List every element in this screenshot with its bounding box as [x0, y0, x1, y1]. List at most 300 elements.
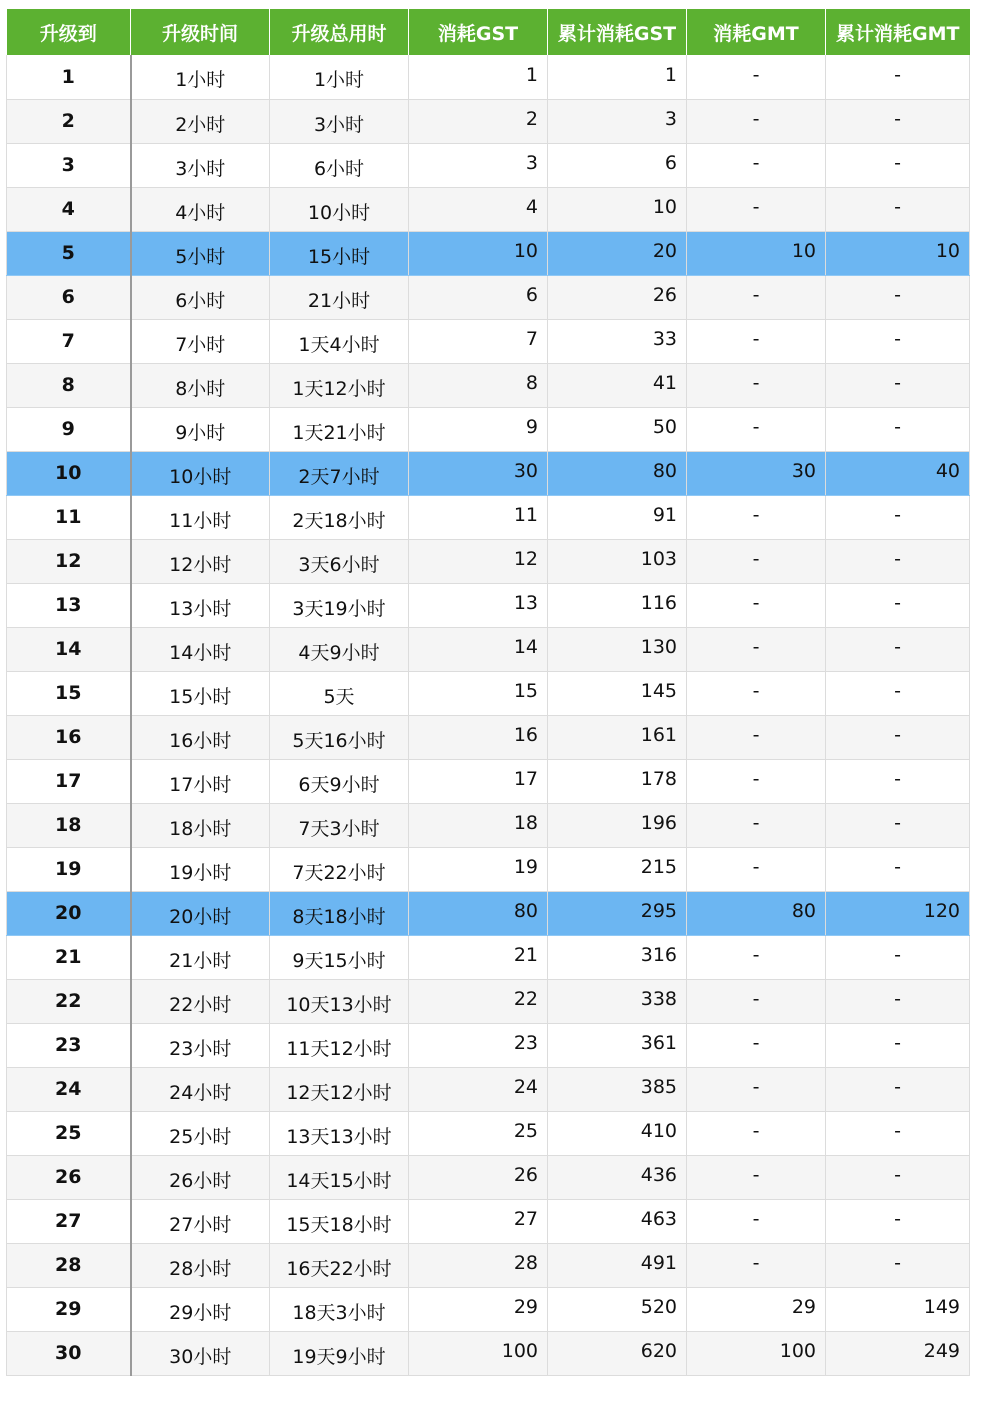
- table-row: [7, 715, 970, 759]
- cell-upgrade-time: [131, 407, 270, 451]
- cell-gmt-cumulative-text: -: [894, 372, 901, 394]
- cell-gmt-cumulative: [826, 407, 970, 451]
- cell-upgrade-time: [131, 1331, 270, 1375]
- cell-gmt-cost-text: -: [752, 768, 760, 790]
- cell-gmt-cost-text: -: [752, 1032, 760, 1054]
- cell-upgrade-time-text: 9小时: [175, 421, 226, 444]
- cell-gst-cumulative-text: 620: [640, 1340, 677, 1362]
- cell-total-time-text: 13天13小时: [286, 1125, 392, 1148]
- cell-level-text: 15: [55, 682, 82, 704]
- cell-gst-cumulative-text: 33: [652, 328, 677, 350]
- cell-gmt-cost: [687, 231, 826, 275]
- cell-upgrade-time-text: 26小时: [169, 1169, 232, 1192]
- cell-gmt-cumulative-text: -: [894, 284, 901, 306]
- cell-gmt-cost-text: -: [752, 328, 760, 350]
- cell-gmt-cumulative-text: -: [894, 548, 901, 570]
- cell-gmt-cost: [687, 187, 826, 231]
- cell-gmt-cost: [687, 1023, 826, 1067]
- cell-total-time-text: 11天12小时: [286, 1037, 392, 1060]
- cell-total-time-text: 1天12小时: [292, 377, 386, 400]
- cell-gst-cost: [409, 979, 548, 1023]
- cell-gst-cost: [409, 99, 548, 143]
- cell-gmt-cumulative-text: -: [894, 592, 901, 614]
- cell-gmt-cost-text: 80: [791, 900, 816, 922]
- table-row: [7, 1111, 970, 1155]
- cell-level: [7, 363, 131, 407]
- cell-gst-cost: [409, 1023, 548, 1067]
- cell-gmt-cumulative-text: -: [894, 944, 901, 966]
- cell-gmt-cost-text: -: [752, 1076, 760, 1098]
- cell-gmt-cost-text: -: [752, 812, 760, 834]
- cell-level: [7, 451, 131, 495]
- upgrade-cost-table: [6, 9, 970, 1376]
- cell-gst-cost: [409, 539, 548, 583]
- cell-upgrade-time-text: 23小时: [169, 1037, 232, 1060]
- cell-gmt-cumulative: [826, 231, 970, 275]
- cell-upgrade-time-text: 10小时: [169, 465, 232, 488]
- cell-level-text: 14: [55, 638, 82, 660]
- cell-gmt-cost: [687, 715, 826, 759]
- cell-total-time: [270, 187, 409, 231]
- cell-total-time: [270, 671, 409, 715]
- table-row: [7, 979, 970, 1023]
- cell-gmt-cost: [687, 847, 826, 891]
- cell-gst-cost-text: 8: [525, 372, 538, 394]
- table-row: [7, 495, 970, 539]
- cell-gst-cost: [409, 1155, 548, 1199]
- cell-gmt-cost: [687, 935, 826, 979]
- cell-total-time: [270, 627, 409, 671]
- cell-level-text: 28: [55, 1254, 82, 1276]
- table-row: [7, 319, 970, 363]
- cell-upgrade-time: [131, 847, 270, 891]
- cell-upgrade-time: [131, 803, 270, 847]
- cell-gmt-cost-text: -: [752, 724, 760, 746]
- cell-gst-cumulative: [548, 715, 687, 759]
- cell-gst-cumulative-text: 91: [652, 504, 677, 526]
- cell-gst-cost-text: 18: [513, 812, 538, 834]
- cell-upgrade-time-text: 13小时: [169, 597, 232, 620]
- table-row: [7, 363, 970, 407]
- cell-gmt-cumulative-text: -: [894, 1120, 901, 1142]
- cell-total-time: [270, 803, 409, 847]
- cell-level: [7, 539, 131, 583]
- cell-gmt-cumulative-text: 40: [935, 460, 960, 482]
- cell-gst-cost: [409, 715, 548, 759]
- cell-gmt-cumulative: [826, 99, 970, 143]
- cell-gst-cost: [409, 671, 548, 715]
- table-row: [7, 1023, 970, 1067]
- cell-level: [7, 1243, 131, 1287]
- cell-total-time: [270, 55, 409, 99]
- cell-gst-cost-text: 6: [525, 284, 538, 306]
- cell-level-text: 16: [55, 726, 82, 748]
- cell-gmt-cost-text: -: [752, 1252, 760, 1274]
- table-row: [7, 935, 970, 979]
- cell-gst-cumulative: [548, 1287, 687, 1331]
- cell-total-time-text: 10天13小时: [286, 993, 392, 1016]
- cell-gmt-cost: [687, 319, 826, 363]
- cell-gst-cost-text: 27: [513, 1208, 538, 1230]
- cell-upgrade-time: [131, 715, 270, 759]
- table-row: [7, 891, 970, 935]
- cell-gmt-cumulative-text: -: [894, 416, 901, 438]
- cell-upgrade-time-text: 25小时: [169, 1125, 232, 1148]
- table-row: [7, 759, 970, 803]
- cell-gmt-cost: [687, 759, 826, 803]
- cell-gmt-cumulative-text: -: [894, 856, 901, 878]
- cell-gst-cost: [409, 275, 548, 319]
- header-upgrade-time[interactable]: 升级时间: [131, 9, 270, 55]
- cell-level-text: 21: [55, 946, 82, 968]
- table-row: [7, 1331, 970, 1375]
- cell-gmt-cost: [687, 451, 826, 495]
- cell-gst-cumulative-text: 20: [652, 240, 677, 262]
- cell-gst-cumulative: [548, 1067, 687, 1111]
- cell-gmt-cumulative-text: -: [894, 196, 901, 218]
- cell-gst-cost: [409, 187, 548, 231]
- cell-level: [7, 495, 131, 539]
- cell-level-text: 27: [55, 1210, 82, 1232]
- cell-gst-cost: [409, 1067, 548, 1111]
- cell-level-text: 24: [55, 1078, 82, 1100]
- cell-total-time-text: 1天4小时: [298, 333, 380, 356]
- cell-gmt-cost: [687, 363, 826, 407]
- cell-gst-cost: [409, 935, 548, 979]
- cell-gmt-cost: [687, 627, 826, 671]
- cell-gst-cost: [409, 627, 548, 671]
- cell-gst-cost-text: 100: [501, 1340, 538, 1362]
- table-row: [7, 1199, 970, 1243]
- cell-gmt-cumulative: [826, 1331, 970, 1375]
- cell-upgrade-time-text: 4小时: [175, 201, 226, 224]
- header-level[interactable]: 升级到: [7, 9, 131, 55]
- cell-gst-cost-text: 13: [513, 592, 538, 614]
- cell-level-text: 13: [55, 594, 82, 616]
- cell-total-time: [270, 759, 409, 803]
- cell-gmt-cumulative: [826, 583, 970, 627]
- cell-upgrade-time: [131, 979, 270, 1023]
- cell-gmt-cumulative-text: -: [894, 812, 901, 834]
- cell-upgrade-time-text: 2小时: [175, 113, 226, 136]
- table-row: [7, 1287, 970, 1331]
- cell-gmt-cumulative-text: -: [894, 680, 901, 702]
- cell-total-time-text: 12天12小时: [286, 1081, 392, 1104]
- cell-gmt-cumulative-text: 10: [935, 240, 960, 262]
- cell-gst-cost-text: 26: [513, 1164, 538, 1186]
- cell-total-time: [270, 1155, 409, 1199]
- cell-level: [7, 1287, 131, 1331]
- cell-gmt-cumulative: [826, 627, 970, 671]
- cell-upgrade-time-text: 6小时: [175, 289, 226, 312]
- cell-upgrade-time: [131, 1243, 270, 1287]
- cell-gmt-cumulative-text: -: [894, 1252, 901, 1274]
- cell-gst-cumulative-text: 295: [640, 900, 677, 922]
- cell-gmt-cumulative: [826, 1067, 970, 1111]
- cell-gst-cost: [409, 451, 548, 495]
- cell-gst-cost: [409, 759, 548, 803]
- table-row: [7, 187, 970, 231]
- cell-level: [7, 671, 131, 715]
- cell-gst-cost: [409, 1287, 548, 1331]
- cell-gst-cost-text: 80: [513, 900, 538, 922]
- cell-gmt-cumulative: [826, 671, 970, 715]
- cell-total-time-text: 18天3小时: [292, 1301, 386, 1324]
- table-row: [7, 451, 970, 495]
- cell-upgrade-time-text: 20小时: [169, 905, 232, 928]
- cell-total-time: [270, 1111, 409, 1155]
- cell-level-text: 1: [61, 65, 75, 88]
- table-header: [7, 9, 970, 55]
- cell-gmt-cumulative-text: -: [894, 988, 901, 1010]
- cell-total-time-text: 21小时: [307, 289, 371, 312]
- cell-gmt-cumulative: [826, 715, 970, 759]
- cell-upgrade-time: [131, 1111, 270, 1155]
- cell-level-text: 17: [55, 770, 82, 792]
- cell-gst-cost-text: 23: [513, 1032, 538, 1054]
- cell-gst-cumulative-text: 50: [652, 416, 677, 438]
- cell-upgrade-time-text: 7小时: [175, 333, 226, 356]
- cell-level-text: 9: [61, 418, 75, 440]
- cell-gst-cost: [409, 319, 548, 363]
- cell-gst-cumulative: [548, 891, 687, 935]
- cell-gst-cumulative-text: 6: [664, 152, 677, 174]
- cell-total-time: [270, 979, 409, 1023]
- cell-gst-cumulative: [548, 407, 687, 451]
- cell-gst-cumulative: [548, 495, 687, 539]
- cell-gmt-cost: [687, 1067, 826, 1111]
- cell-upgrade-time: [131, 1023, 270, 1067]
- cell-gst-cumulative: [548, 55, 687, 99]
- cell-gmt-cumulative-text: -: [894, 63, 901, 86]
- cell-total-time-text: 10小时: [307, 201, 371, 224]
- cell-gst-cost-text: 2: [525, 108, 538, 130]
- cell-total-time: [270, 451, 409, 495]
- cell-gst-cost: [409, 583, 548, 627]
- cell-gmt-cumulative: [826, 979, 970, 1023]
- cell-gmt-cost-text: 30: [791, 460, 816, 482]
- cell-gmt-cost-text: 29: [791, 1296, 816, 1318]
- cell-gst-cost: [409, 1331, 548, 1375]
- cell-level: [7, 715, 131, 759]
- cell-level: [7, 847, 131, 891]
- cell-gst-cost-text: 11: [513, 504, 538, 526]
- cell-gst-cumulative-text: 103: [640, 548, 677, 570]
- cell-total-time: [270, 539, 409, 583]
- cell-gmt-cumulative-text: -: [894, 152, 901, 174]
- cell-upgrade-time: [131, 55, 270, 99]
- cell-gmt-cost: [687, 1243, 826, 1287]
- cell-total-time-text: 3天19小时: [292, 597, 386, 620]
- cell-gmt-cost: [687, 1287, 826, 1331]
- table-row: [7, 407, 970, 451]
- cell-total-time-text: 3小时: [313, 113, 365, 136]
- cell-gst-cumulative-text: 410: [640, 1120, 677, 1142]
- cell-gmt-cost: [687, 99, 826, 143]
- cell-gmt-cumulative: [826, 55, 970, 99]
- cell-gst-cost-text: 7: [525, 328, 538, 350]
- cell-level-text: 19: [55, 858, 82, 880]
- cell-gst-cost-text: 24: [513, 1076, 538, 1098]
- cell-gst-cost: [409, 847, 548, 891]
- cell-upgrade-time: [131, 1155, 270, 1199]
- cell-total-time-text: 5天: [323, 685, 355, 708]
- cell-level-text: 20: [55, 902, 82, 924]
- cell-gmt-cost-text: -: [752, 592, 760, 614]
- cell-gst-cumulative-text: 3: [664, 108, 677, 130]
- cell-total-time: [270, 935, 409, 979]
- cell-gmt-cumulative-text: -: [894, 108, 901, 130]
- cell-gmt-cost-text: -: [752, 680, 760, 702]
- cell-gst-cost-text: 25: [513, 1120, 538, 1142]
- cell-gmt-cost: [687, 583, 826, 627]
- cell-gmt-cumulative-text: -: [894, 1208, 901, 1230]
- cell-upgrade-time-text: 5小时: [175, 245, 226, 268]
- cell-upgrade-time: [131, 231, 270, 275]
- cell-total-time-text: 1小时: [313, 69, 365, 92]
- cell-upgrade-time: [131, 1287, 270, 1331]
- cell-upgrade-time-text: 22小时: [169, 993, 232, 1016]
- cell-gst-cost: [409, 1199, 548, 1243]
- cell-gst-cumulative: [548, 451, 687, 495]
- cell-gmt-cost-text: -: [752, 416, 760, 438]
- cell-gmt-cumulative: [826, 363, 970, 407]
- cell-upgrade-time-text: 3小时: [175, 157, 226, 180]
- cell-gst-cost-text: 22: [513, 988, 538, 1010]
- table-row: [7, 1155, 970, 1199]
- cell-upgrade-time: [131, 627, 270, 671]
- cell-level-text: 18: [55, 814, 82, 836]
- cell-gst-cumulative: [548, 1199, 687, 1243]
- cell-gst-cumulative: [548, 1111, 687, 1155]
- cell-gmt-cost-text: -: [752, 988, 760, 1010]
- cell-total-time-text: 5天16小时: [292, 729, 386, 752]
- cell-total-time-text: 16天22小时: [286, 1257, 392, 1280]
- cell-total-time-text: 3天6小时: [298, 553, 380, 576]
- cell-gst-cumulative: [548, 231, 687, 275]
- cell-gmt-cumulative: [826, 1287, 970, 1331]
- cell-gst-cost: [409, 143, 548, 187]
- cell-gst-cumulative: [548, 803, 687, 847]
- cell-gmt-cumulative-text: 120: [923, 900, 960, 922]
- cell-level-text: 8: [61, 374, 75, 396]
- cell-gmt-cost: [687, 979, 826, 1023]
- cell-upgrade-time: [131, 759, 270, 803]
- cell-upgrade-time-text: 24小时: [169, 1081, 232, 1104]
- header-gmt-cumulative[interactable]: 累计消耗GMT: [826, 9, 970, 55]
- cell-gmt-cumulative: [826, 847, 970, 891]
- cell-level-text: 22: [55, 990, 82, 1012]
- cell-upgrade-time: [131, 363, 270, 407]
- cell-total-time: [270, 99, 409, 143]
- cell-gmt-cost: [687, 891, 826, 935]
- cell-level-text: 30: [55, 1342, 82, 1364]
- cell-gmt-cost: [687, 1199, 826, 1243]
- cell-total-time: [270, 143, 409, 187]
- cell-gst-cumulative: [548, 847, 687, 891]
- cell-level: [7, 979, 131, 1023]
- header-gst-cumulative[interactable]: 累计消耗GST: [548, 9, 687, 55]
- cell-total-time: [270, 891, 409, 935]
- cell-total-time-text: 7天3小时: [298, 817, 380, 840]
- cell-level: [7, 275, 131, 319]
- cell-upgrade-time: [131, 143, 270, 187]
- cell-gmt-cost-text: -: [752, 108, 760, 130]
- cell-gst-cost-text: 10: [513, 240, 538, 262]
- cell-gst-cumulative: [548, 539, 687, 583]
- cell-upgrade-time: [131, 451, 270, 495]
- cell-level-text: 26: [55, 1166, 82, 1188]
- cell-gmt-cumulative: [826, 1243, 970, 1287]
- upgrade-cost-table-container: [6, 9, 969, 1376]
- cell-gmt-cost-text: 100: [779, 1340, 816, 1362]
- cell-level: [7, 1023, 131, 1067]
- cell-level: [7, 99, 131, 143]
- cell-total-time-text: 15小时: [307, 245, 371, 268]
- cell-gst-cumulative: [548, 1155, 687, 1199]
- cell-gst-cost-text: 12: [513, 548, 538, 570]
- cell-upgrade-time: [131, 495, 270, 539]
- cell-total-time: [270, 715, 409, 759]
- cell-total-time: [270, 231, 409, 275]
- cell-gmt-cumulative: [826, 319, 970, 363]
- cell-gst-cumulative: [548, 1331, 687, 1375]
- cell-gmt-cost: [687, 1111, 826, 1155]
- table-row: [7, 803, 970, 847]
- cell-total-time: [270, 583, 409, 627]
- cell-gst-cost: [409, 803, 548, 847]
- cell-level-text: 2: [61, 110, 75, 132]
- cell-upgrade-time: [131, 275, 270, 319]
- cell-level-text: 3: [61, 154, 75, 176]
- cell-level-text: 10: [55, 462, 82, 484]
- cell-gst-cumulative: [548, 583, 687, 627]
- cell-gst-cumulative: [548, 1243, 687, 1287]
- cell-upgrade-time: [131, 539, 270, 583]
- cell-upgrade-time-text: 28小时: [169, 1257, 232, 1280]
- header-total-time[interactable]: 升级总用时: [270, 9, 409, 55]
- cell-total-time: [270, 1067, 409, 1111]
- cell-gmt-cost-text: -: [752, 372, 760, 394]
- cell-total-time: [270, 1243, 409, 1287]
- cell-gst-cumulative-text: 145: [640, 680, 677, 702]
- cell-gmt-cumulative: [826, 1023, 970, 1067]
- cell-gst-cost-text: 15: [513, 680, 538, 702]
- cell-total-time-text: 15天18小时: [286, 1213, 392, 1236]
- header-gmt-cost[interactable]: 消耗GMT: [687, 9, 826, 55]
- cell-gmt-cumulative: [826, 451, 970, 495]
- cell-gmt-cumulative: [826, 495, 970, 539]
- cell-gmt-cumulative-text: 149: [923, 1296, 960, 1318]
- header-gst-cost[interactable]: 消耗GST: [409, 9, 548, 55]
- cell-upgrade-time-text: 18小时: [169, 817, 232, 840]
- cell-gst-cumulative-text: 385: [640, 1076, 677, 1098]
- cell-gst-cumulative: [548, 671, 687, 715]
- table-row: [7, 539, 970, 583]
- cell-total-time-text: 6天9小时: [298, 773, 380, 796]
- cell-gst-cumulative-text: 338: [640, 988, 677, 1010]
- cell-total-time-text: 8天18小时: [292, 905, 386, 928]
- cell-gmt-cumulative: [826, 1155, 970, 1199]
- cell-gst-cumulative-text: 1: [664, 63, 677, 86]
- cell-gst-cumulative: [548, 187, 687, 231]
- table-row: [7, 671, 970, 715]
- cell-gst-cumulative: [548, 1023, 687, 1067]
- cell-gst-cost-text: 16: [513, 724, 538, 746]
- cell-gst-cumulative-text: 26: [652, 284, 677, 306]
- cell-gmt-cumulative: [826, 275, 970, 319]
- cell-total-time-text: 9天15小时: [292, 949, 386, 972]
